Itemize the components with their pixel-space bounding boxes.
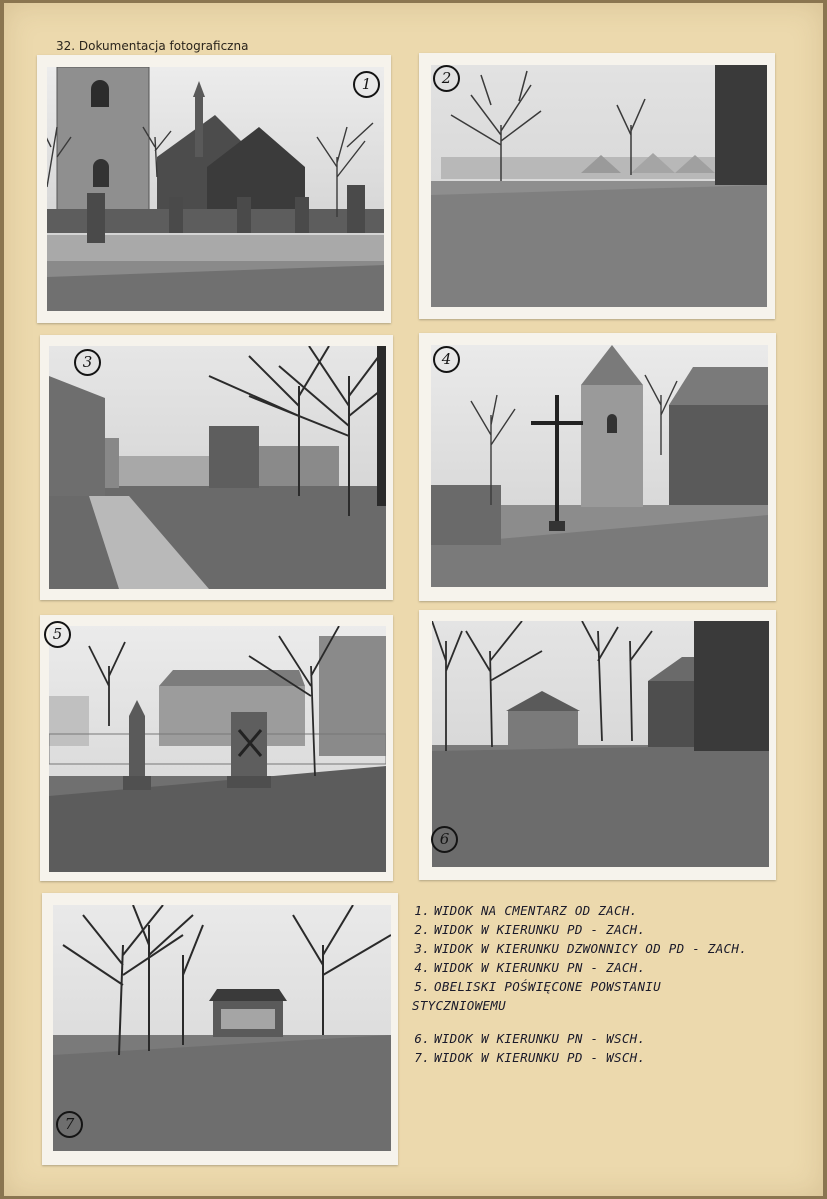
photo-5: [40, 615, 393, 881]
caption-text: WIDOK W KIERUNKU PN - WSCH.: [434, 1031, 646, 1046]
photo-number-4: 4: [433, 346, 460, 373]
caption-list: [412, 901, 822, 1067]
caption-number: 2.: [414, 922, 430, 937]
photo-number-6: 6: [431, 826, 458, 853]
photo-number-7: 7: [56, 1111, 83, 1138]
caption-4: [412, 958, 822, 977]
caption-number: 3.: [414, 941, 430, 956]
caption-text: WIDOK W KIERUNKU PN - ZACH.: [434, 960, 646, 975]
photo-7: [42, 893, 398, 1165]
photo-number-1: 1: [353, 71, 380, 98]
photo-1-image: [47, 67, 384, 311]
photo-6-image: [432, 621, 769, 867]
caption-5: [412, 977, 822, 996]
photo-number-2: 2: [433, 65, 460, 92]
page-title: 32. Dokumentacja fotograficzna: [56, 39, 249, 53]
photo-4: [419, 333, 776, 601]
photo-3-image: [49, 346, 386, 589]
caption-1: [412, 901, 822, 920]
caption-text: WIDOK NA CMENTARZ OD ZACH.: [434, 903, 638, 918]
caption-2: [412, 920, 822, 939]
photo-4-image: [431, 345, 768, 587]
caption-number: 4.: [414, 960, 430, 975]
caption-text: OBELISKI POŚWIĘCONE POWSTANIU: [434, 979, 661, 994]
caption-number: 7.: [414, 1050, 430, 1065]
caption-number: 1.: [414, 903, 430, 918]
caption-number: 5.: [414, 979, 430, 994]
caption-6: [412, 1029, 822, 1048]
caption-text: WIDOK W KIERUNKU PD - ZACH.: [434, 922, 646, 937]
photo-5-image: [49, 626, 386, 872]
document-page: [4, 3, 823, 1196]
caption-text: WIDOK W KIERUNKU DZWONNICY OD PD - ZACH.: [434, 941, 748, 956]
caption-5-continuation: STYCZNIOWEMU: [412, 998, 506, 1013]
photo-number-5: 5: [44, 621, 71, 648]
photo-7-image: [53, 905, 391, 1151]
photo-3: [40, 335, 393, 600]
caption-number: 6.: [414, 1031, 430, 1046]
photo-1: [37, 55, 391, 323]
photo-2-image: [431, 65, 767, 307]
caption-3: [412, 939, 822, 958]
caption-7: [412, 1048, 822, 1067]
photo-number-3: 3: [74, 349, 101, 376]
caption-text: WIDOK W KIERUNKU PD - WSCH.: [434, 1050, 646, 1065]
photo-6: [419, 610, 776, 880]
photo-2: [419, 53, 775, 319]
